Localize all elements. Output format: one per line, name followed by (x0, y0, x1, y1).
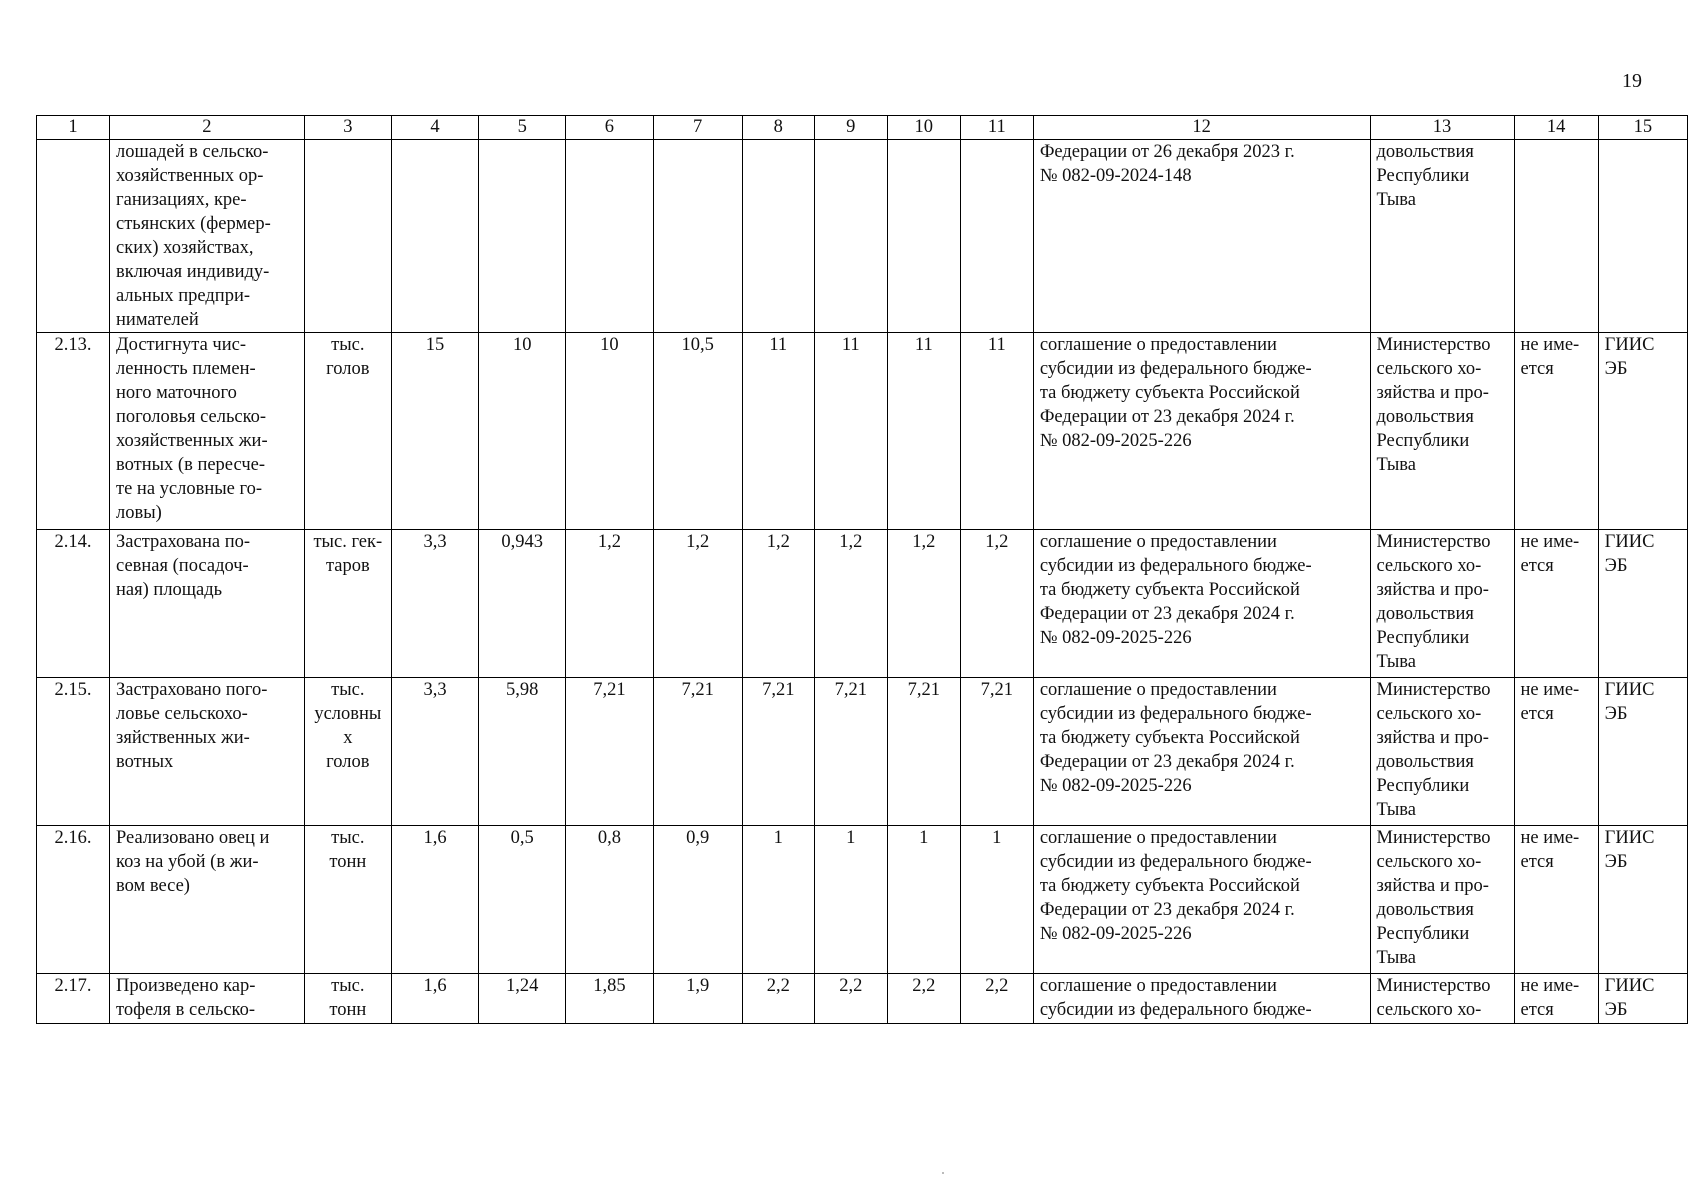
value-cell-9 (814, 140, 887, 333)
value-cell-5 (479, 140, 566, 333)
table-row (37, 140, 1688, 333)
unit-cell (304, 140, 391, 333)
source-cell: соглашение о предоставлении субсидии из федерального бюдже- та бюджету субъекта Российской Федерации от 23 декабря 2024 г. № 082-09-2025-226 (1033, 530, 1370, 678)
value-cell-10 (887, 140, 960, 333)
indicator-cell: Реализовано овец и коз на убой (в жи- вом весе) (110, 826, 305, 974)
value-cell-11: 11 (960, 333, 1033, 530)
value-cell-9: 1 (814, 826, 887, 974)
value-cell-11: 1,2 (960, 530, 1033, 678)
indicators-table (36, 115, 1688, 1024)
value-cell-9: 7,21 (814, 678, 887, 826)
column-14-cell: не име- ется (1514, 530, 1598, 678)
unit-cell: тыс. тонн (304, 974, 391, 1024)
value-cell-10: 1,2 (887, 530, 960, 678)
value-cell-11: 2,2 (960, 974, 1033, 1024)
source-cell: Федерации от 26 декабря 2023 г. № 082-09-2024-148 (1033, 140, 1370, 333)
source-cell: соглашение о предоставлении субсидии из федерального бюдже- (1033, 974, 1370, 1024)
value-cell-5: 10 (479, 333, 566, 530)
value-cell-10: 11 (887, 333, 960, 530)
value-cell-5: 1,24 (479, 974, 566, 1024)
table-row (37, 530, 1688, 678)
header-cell: 14 (1514, 116, 1598, 140)
value-cell-10: 1 (887, 826, 960, 974)
value-cell-11: 1 (960, 826, 1033, 974)
value-cell-4: 3,3 (391, 530, 478, 678)
header-cell: 7 (653, 116, 742, 140)
value-cell-9: 2,2 (814, 974, 887, 1024)
column-14-cell: не име- ется (1514, 826, 1598, 974)
value-cell-11 (960, 140, 1033, 333)
source-cell: соглашение о предоставлении субсидии из федерального бюдже- та бюджету субъекта Российской Федерации от 23 декабря 2024 г. № 082-09-2025-226 (1033, 678, 1370, 826)
table-row (37, 826, 1688, 974)
header-row (37, 116, 1688, 140)
header-cell: 9 (814, 116, 887, 140)
value-cell-6: 10 (566, 333, 653, 530)
scan-artifact (942, 1172, 944, 1174)
responsible-cell: Министерство сельского хо- зяйства и про- довольствия Республики Тыва (1370, 530, 1514, 678)
source-cell: соглашение о предоставлении субсидии из федерального бюдже- та бюджету субъекта Российской Федерации от 23 декабря 2024 г. № 082-09-2025-226 (1033, 333, 1370, 530)
value-cell-8: 1,2 (742, 530, 814, 678)
value-cell-9: 1,2 (814, 530, 887, 678)
value-cell-10: 7,21 (887, 678, 960, 826)
column-15-cell: ГИИС ЭБ (1598, 826, 1687, 974)
responsible-cell: довольствия Республики Тыва (1370, 140, 1514, 333)
value-cell-4: 15 (391, 333, 478, 530)
column-15-cell: ГИИС ЭБ (1598, 678, 1687, 826)
value-cell-5: 0,943 (479, 530, 566, 678)
responsible-cell: Министерство сельского хо- зяйства и про- довольствия Республики Тыва (1370, 333, 1514, 530)
value-cell-9: 11 (814, 333, 887, 530)
source-cell: соглашение о предоставлении субсидии из федерального бюдже- та бюджету субъекта Российской Федерации от 23 декабря 2024 г. № 082-09-2025-226 (1033, 826, 1370, 974)
page-number: 19 (1622, 70, 1642, 92)
row-number-cell: 2.16. (37, 826, 110, 974)
indicator-cell: лошадей в сельско- хозяйственных ор- ганизациях, кре- стьянских (фермер- ских) хозяйствах, включая индивиду- альных предпри- нимателей (110, 140, 305, 333)
value-cell-4: 3,3 (391, 678, 478, 826)
column-14-cell: не име- ется (1514, 974, 1598, 1024)
column-15-cell (1598, 140, 1687, 333)
header-cell: 11 (960, 116, 1033, 140)
value-cell-7: 1,9 (653, 974, 742, 1024)
indicator-cell: Застрахована по- севная (посадоч- ная) площадь (110, 530, 305, 678)
value-cell-4 (391, 140, 478, 333)
indicator-cell: Достигнута чис- ленность племен- ного маточного поголовья сельско- хозяйственных жи- вотных (в пересче- те на условные го- ловы) (110, 333, 305, 530)
value-cell-6: 1,2 (566, 530, 653, 678)
header-cell: 8 (742, 116, 814, 140)
value-cell-7: 7,21 (653, 678, 742, 826)
value-cell-8: 2,2 (742, 974, 814, 1024)
value-cell-4: 1,6 (391, 826, 478, 974)
value-cell-5: 0,5 (479, 826, 566, 974)
value-cell-5: 5,98 (479, 678, 566, 826)
header-cell: 15 (1598, 116, 1687, 140)
column-15-cell: ГИИС ЭБ (1598, 974, 1687, 1024)
header-cell: 10 (887, 116, 960, 140)
column-14-cell (1514, 140, 1598, 333)
header-cell: 13 (1370, 116, 1514, 140)
header-cell: 6 (566, 116, 653, 140)
responsible-cell: Министерство сельского хо- (1370, 974, 1514, 1024)
unit-cell: тыс. голов (304, 333, 391, 530)
column-14-cell: не име- ется (1514, 678, 1598, 826)
value-cell-7 (653, 140, 742, 333)
header-cell: 3 (304, 116, 391, 140)
row-number-cell: 2.13. (37, 333, 110, 530)
value-cell-11: 7,21 (960, 678, 1033, 826)
value-cell-8: 7,21 (742, 678, 814, 826)
value-cell-6: 0,8 (566, 826, 653, 974)
value-cell-8 (742, 140, 814, 333)
table-row (37, 974, 1688, 1024)
value-cell-6: 7,21 (566, 678, 653, 826)
value-cell-8: 1 (742, 826, 814, 974)
responsible-cell: Министерство сельского хо- зяйства и про- довольствия Республики Тыва (1370, 678, 1514, 826)
value-cell-7: 10,5 (653, 333, 742, 530)
column-14-cell: не име- ется (1514, 333, 1598, 530)
value-cell-6 (566, 140, 653, 333)
indicator-cell: Произведено кар- тофеля в сельско- (110, 974, 305, 1024)
column-15-cell: ГИИС ЭБ (1598, 333, 1687, 530)
value-cell-6: 1,85 (566, 974, 653, 1024)
table-row (37, 333, 1688, 530)
header-cell: 2 (110, 116, 305, 140)
table-row (37, 678, 1688, 826)
row-number-cell: 2.15. (37, 678, 110, 826)
row-number-cell: 2.14. (37, 530, 110, 678)
indicator-cell: Застраховано пого- ловье сельскохо- зяйственных жи- вотных (110, 678, 305, 826)
unit-cell: тыс. условных голов (304, 678, 391, 826)
header-cell: 5 (479, 116, 566, 140)
row-number-cell (37, 140, 110, 333)
header-cell: 4 (391, 116, 478, 140)
responsible-cell: Министерство сельского хо- зяйства и про- довольствия Республики Тыва (1370, 826, 1514, 974)
unit-cell: тыс. гек- таров (304, 530, 391, 678)
row-number-cell: 2.17. (37, 974, 110, 1024)
unit-cell: тыс. тонн (304, 826, 391, 974)
header-cell: 1 (37, 116, 110, 140)
value-cell-10: 2,2 (887, 974, 960, 1024)
value-cell-8: 11 (742, 333, 814, 530)
value-cell-7: 0,9 (653, 826, 742, 974)
value-cell-7: 1,2 (653, 530, 742, 678)
value-cell-4: 1,6 (391, 974, 478, 1024)
header-cell: 12 (1033, 116, 1370, 140)
column-15-cell: ГИИС ЭБ (1598, 530, 1687, 678)
